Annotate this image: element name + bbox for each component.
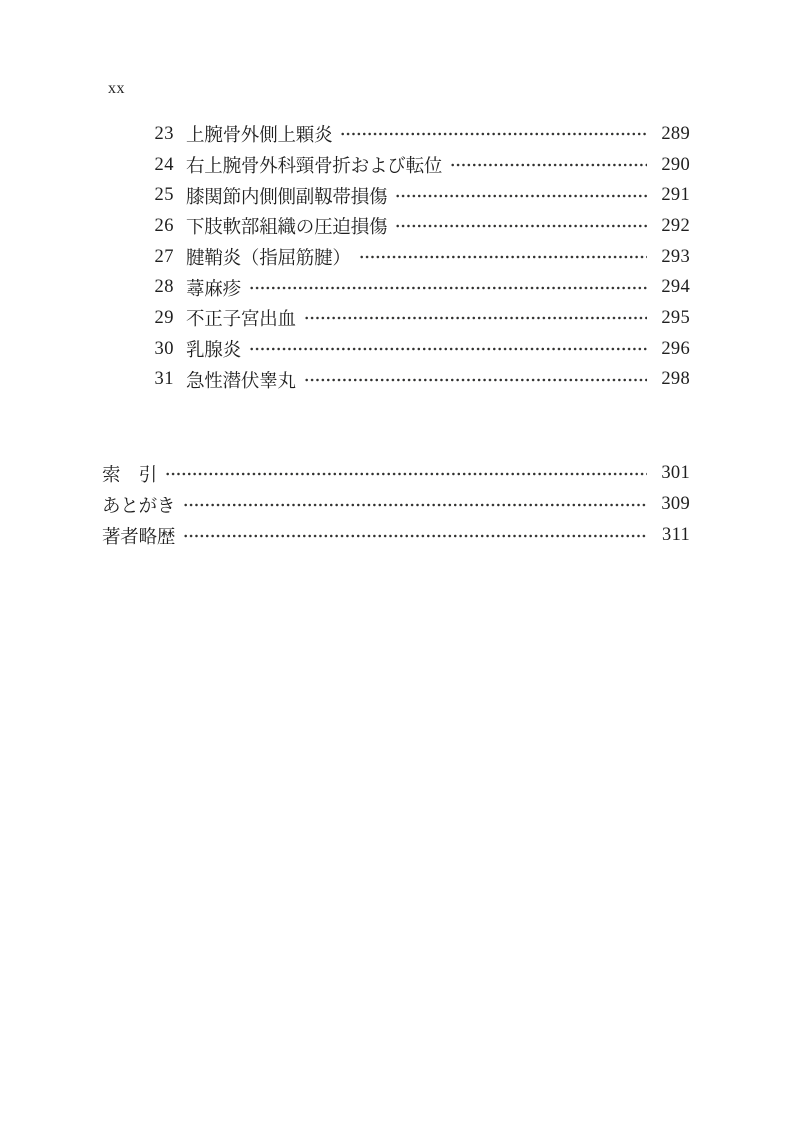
toc-entry-page: 309 (661, 494, 690, 514)
toc-entry-title: 腱鞘炎（指屈筋腱） (186, 249, 351, 270)
page-number-marker: xx (108, 80, 125, 97)
toc-row (150, 119, 690, 150)
dot-leader (340, 131, 647, 137)
toc-entry-title: 著者略歴 (102, 527, 176, 548)
dot-leader (395, 193, 647, 199)
dot-leader (249, 285, 647, 291)
dot-leader (183, 502, 647, 508)
dot-leader (165, 471, 647, 477)
toc-row (150, 365, 690, 396)
toc-entry-title: あとがき (102, 496, 176, 517)
dot-leader (183, 533, 647, 539)
toc-entry-title: 乳腺炎 (186, 341, 241, 362)
toc-entry-number: 28 (154, 277, 174, 298)
toc-row (150, 180, 690, 211)
toc-entry-page: 292 (661, 215, 690, 236)
toc-entry-page: 294 (661, 277, 690, 298)
toc-entry-number: 30 (154, 338, 174, 359)
toc-entry-page: 291 (661, 185, 690, 206)
toc-entry-title: 急性潜伏睾丸 (186, 371, 296, 392)
toc-entry-page: 311 (662, 525, 690, 545)
dot-leader (450, 162, 647, 168)
toc-entry-number: 29 (154, 307, 174, 328)
toc-entry-title: 下肢軟部組織の圧迫損傷 (186, 218, 388, 239)
dot-leader (395, 223, 647, 229)
toc-entry-number: 31 (154, 369, 174, 390)
toc-entry-title: 膝関節内側側副靱帯損傷 (186, 187, 388, 208)
dot-leader (304, 315, 647, 321)
toc-entry-page: 295 (661, 307, 690, 328)
toc-back-matter-list (102, 458, 690, 551)
toc-entry-title: 右上腕骨外科頸骨折および転位 (186, 157, 443, 178)
toc-row (150, 272, 690, 303)
toc-entry-title: 上腕骨外側上顆炎 (186, 126, 333, 147)
toc-row (150, 334, 690, 365)
toc-entry-number: 27 (154, 246, 174, 267)
toc-entry-page: 301 (661, 463, 690, 483)
toc-entry-title: 索 引 (102, 465, 157, 486)
dot-leader (249, 346, 647, 352)
dot-leader (359, 254, 647, 260)
toc-entry-page: 293 (661, 246, 690, 267)
toc-row (102, 520, 690, 551)
toc-entry-number: 24 (154, 154, 174, 175)
toc-entry-title: 不正子宮出血 (186, 310, 296, 331)
toc-row (150, 303, 690, 334)
toc-row (102, 458, 690, 489)
toc-entry-page: 290 (661, 154, 690, 175)
dot-leader (304, 377, 647, 383)
toc-row (150, 242, 690, 273)
toc-entry-page: 289 (661, 123, 690, 144)
toc-entry-number: 25 (154, 185, 174, 206)
toc-entry-number: 26 (154, 215, 174, 236)
toc-entry-page: 296 (661, 338, 690, 359)
toc-row (150, 211, 690, 242)
toc-entry-number: 23 (154, 123, 174, 144)
toc-entry-title: 蕁麻疹 (186, 279, 241, 300)
toc-row (150, 150, 690, 181)
toc-entry-page: 298 (661, 369, 690, 390)
toc-entry-list (150, 119, 690, 395)
toc-row (102, 489, 690, 520)
